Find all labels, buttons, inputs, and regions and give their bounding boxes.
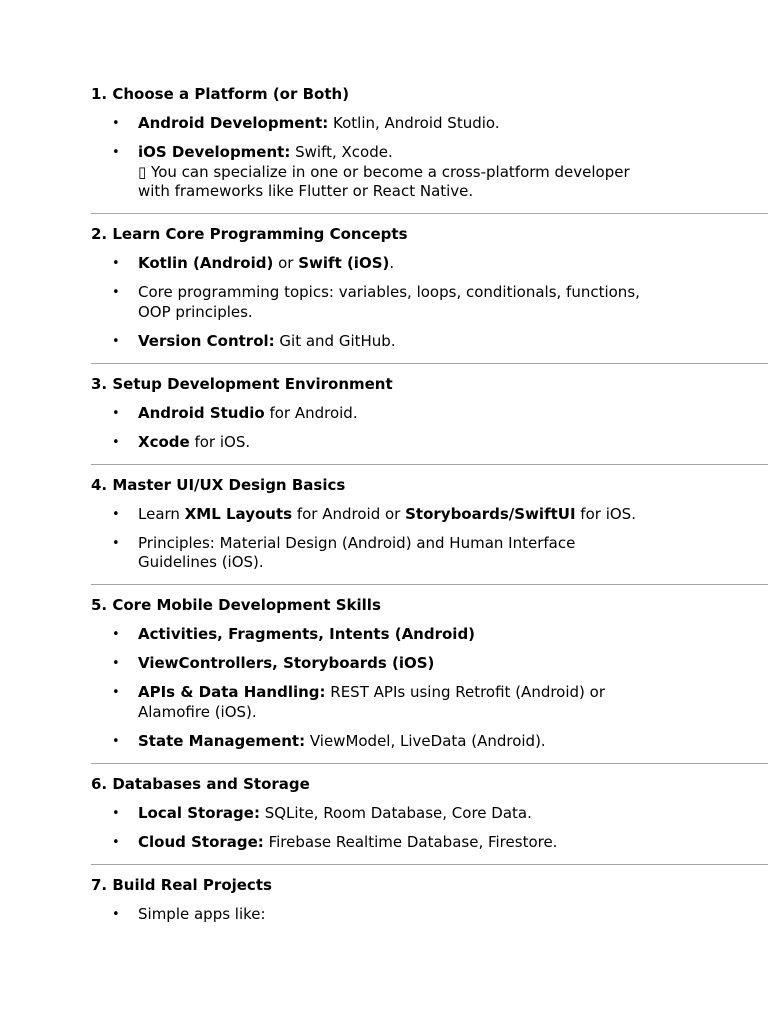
bullet-icon: • xyxy=(112,145,120,160)
bullet-list xyxy=(91,114,768,202)
section-1 xyxy=(91,84,768,213)
list-item xyxy=(91,332,768,352)
item-text: for iOS. xyxy=(189,432,251,451)
item-text: Git and GitHub. xyxy=(274,331,396,350)
item-label: ViewControllers, Storyboards (iOS) xyxy=(138,654,435,672)
list-item xyxy=(91,905,768,925)
section-divider xyxy=(91,363,768,364)
section-heading: 4. Master UI/UX Design Basics xyxy=(91,475,346,494)
bullet-list xyxy=(91,505,768,573)
list-item xyxy=(91,534,768,573)
section-divider xyxy=(91,584,768,585)
section-heading: 7. Build Real Projects xyxy=(91,875,272,894)
list-item xyxy=(91,683,768,722)
item-text-pre: Learn xyxy=(138,504,185,523)
bullet-list xyxy=(91,804,768,853)
item-label: Cloud Storage: xyxy=(138,832,264,851)
bullet-icon: • xyxy=(112,116,120,131)
section-heading: 6. Databases and Storage xyxy=(91,774,310,793)
list-item xyxy=(91,143,768,202)
item-text: Kotlin, Android Studio. xyxy=(328,114,500,132)
bullet-list xyxy=(91,254,768,351)
section-2 xyxy=(91,224,768,363)
bullet-icon: • xyxy=(112,506,120,522)
section-divider xyxy=(91,213,768,214)
item-text: Swift, Xcode. xyxy=(290,143,393,161)
section-divider xyxy=(91,464,768,465)
section-divider xyxy=(91,763,768,764)
section-3 xyxy=(91,374,768,464)
bullet-icon: • xyxy=(112,535,120,551)
item-label: Xcode xyxy=(138,432,190,451)
missing-glyph-icon: ▯ xyxy=(138,162,147,181)
item-label: Local Storage: xyxy=(138,803,260,822)
list-item xyxy=(91,433,768,453)
item-text: SQLite, Room Database, Core Data. xyxy=(259,803,532,822)
bullet-list xyxy=(91,404,768,453)
list-item xyxy=(91,254,768,274)
section-5 xyxy=(91,595,768,763)
item-text: for Android or xyxy=(292,504,406,523)
bullet-icon: • xyxy=(112,805,120,821)
section-divider xyxy=(91,864,768,865)
bullet-icon: • xyxy=(112,906,120,922)
item-label: XML Layouts xyxy=(184,504,293,523)
item-label: State Management: xyxy=(138,731,306,750)
list-item xyxy=(91,404,768,424)
item-text: REST APIs using Retrofit (Android) or Alamofire (iOS). xyxy=(138,683,606,721)
list-item xyxy=(91,114,768,134)
bullet-icon: • xyxy=(112,685,120,700)
section-7 xyxy=(91,875,768,936)
item-label: Android Studio xyxy=(138,403,265,422)
item-text: Core programming topics: variables, loops, conditionals, functions, OOP principles. xyxy=(138,283,640,321)
section-4 xyxy=(91,475,768,585)
item-text: or xyxy=(273,254,299,272)
item-label: Activities, Fragments, Intents (Android) xyxy=(138,625,476,643)
list-item xyxy=(91,732,768,752)
item-label-2: Swift (iOS) xyxy=(298,254,390,272)
list-item xyxy=(91,833,768,853)
item-text-tail: for iOS. xyxy=(575,504,636,523)
item-text-tail: . xyxy=(389,254,395,272)
list-item xyxy=(91,283,768,322)
item-note: You can specialize in one or become a cross-platform developer with frameworks like Flutter or React Native. xyxy=(138,162,630,200)
item-label-2: Storyboards/SwiftUI xyxy=(405,504,576,523)
section-heading: 1. Choose a Platform (or Both) xyxy=(91,85,350,103)
bullet-icon: • xyxy=(112,285,120,300)
bullet-icon: • xyxy=(112,627,120,642)
item-label: Android Development: xyxy=(138,114,329,132)
list-item xyxy=(91,654,768,674)
item-label: APIs & Data Handling: xyxy=(138,683,326,701)
bullet-icon: • xyxy=(112,733,120,749)
item-text: ViewModel, LiveData (Android). xyxy=(305,731,546,750)
item-label: Version Control: xyxy=(138,331,275,350)
bullet-icon: • xyxy=(112,434,120,450)
section-heading: 5. Core Mobile Development Skills xyxy=(91,596,381,614)
bullet-icon: • xyxy=(112,256,120,271)
item-text: Firebase Realtime Database, Firestore. xyxy=(263,832,558,851)
item-label: Kotlin (Android) xyxy=(138,254,274,272)
section-heading: 2. Learn Core Programming Concepts xyxy=(91,225,408,243)
bullet-icon: • xyxy=(112,656,120,671)
item-text: for Android. xyxy=(264,403,358,422)
item-text: Simple apps like: xyxy=(138,904,266,923)
section-heading: 3. Setup Development Environment xyxy=(91,374,393,393)
item-label: iOS Development: xyxy=(138,143,291,161)
item-text: Principles: Material Design (Android) and Human Interface Guidelines (iOS). xyxy=(138,533,576,571)
bullet-icon: • xyxy=(112,405,120,421)
bullet-icon: • xyxy=(112,834,120,850)
bullet-list xyxy=(91,625,768,751)
list-item xyxy=(91,804,768,824)
section-6 xyxy=(91,774,768,864)
bullet-list xyxy=(91,905,768,925)
list-item xyxy=(91,505,768,525)
document-body xyxy=(91,84,768,936)
bullet-icon: • xyxy=(112,333,120,349)
list-item xyxy=(91,625,768,645)
